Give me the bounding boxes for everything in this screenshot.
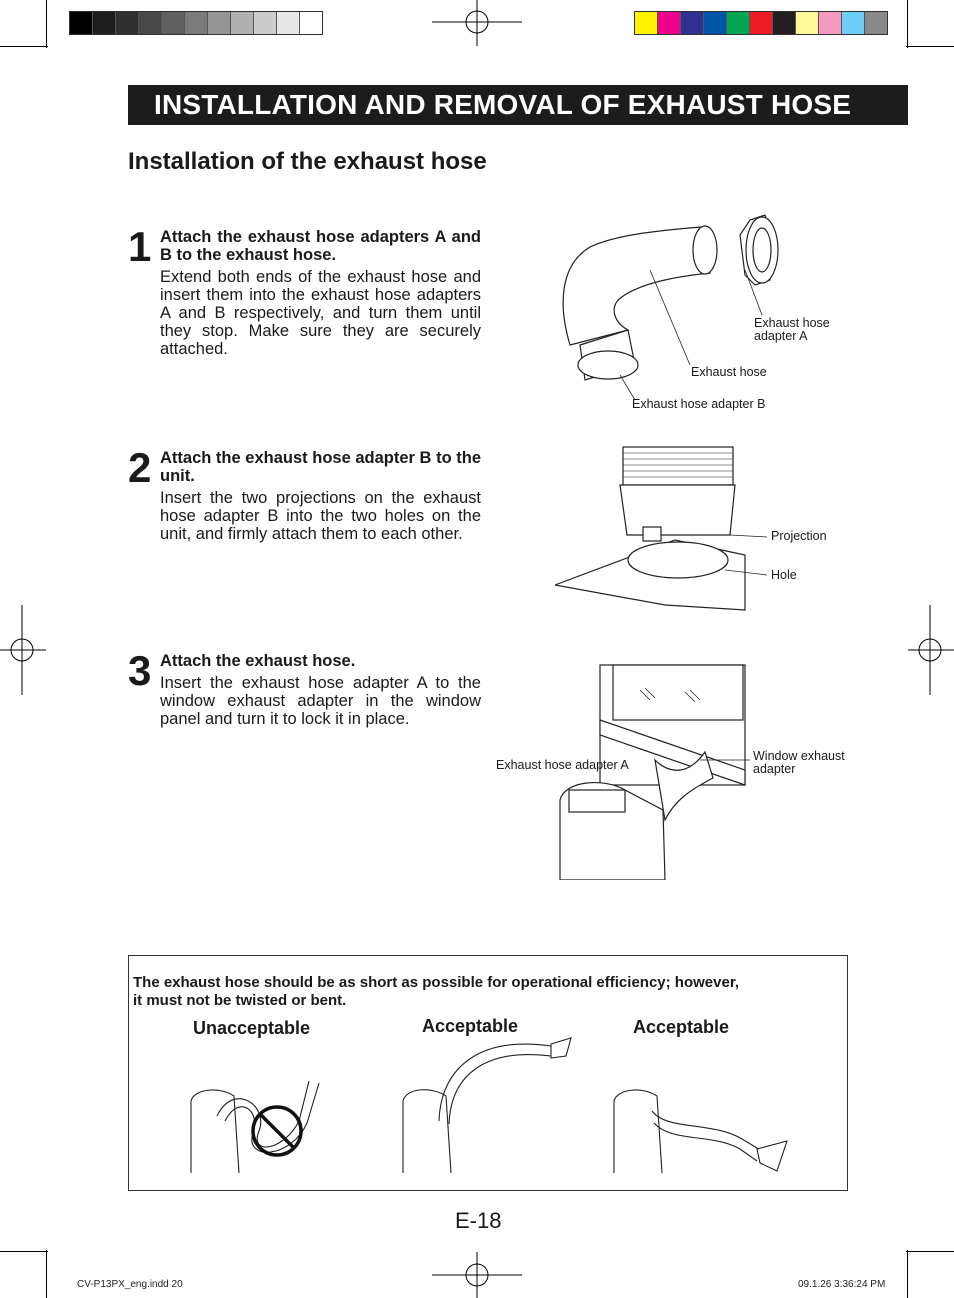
note-text: The exhaust hose should be as short as possible for operational efficiency; however, it must not be twisted or bent. [133, 974, 739, 1009]
gray-swatch [70, 12, 93, 34]
step-3-heading: Attach the exhaust hose. [160, 652, 356, 670]
process-swatch [727, 12, 750, 34]
gray-swatch [116, 12, 139, 34]
gray-swatch [139, 12, 162, 34]
process-swatch [865, 12, 887, 34]
callout-exhaust-hose: Exhaust hose [691, 365, 767, 379]
footer-filename: CV-P13PX_eng.indd 20 [77, 1279, 183, 1290]
gray-swatch [277, 12, 300, 34]
process-swatch [750, 12, 773, 34]
hose-adapters-illustration [540, 205, 800, 415]
callout-adapter-b: Exhaust hose adapter B [632, 397, 766, 411]
callout-adapter-a: Exhaust hose adapter A [754, 316, 830, 343]
gray-color-bar [69, 11, 323, 35]
unacceptable-label: Unacceptable [193, 1018, 311, 1038]
unit-attachment-illustration [555, 445, 770, 615]
step-1-number: 1 [128, 223, 152, 270]
acceptable-label-2: Acceptable [633, 1017, 730, 1037]
gray-swatch [300, 12, 322, 34]
process-swatch [819, 12, 842, 34]
gray-swatch [231, 12, 254, 34]
step-1-body: Extend both ends of the exhaust hose and insert them into the exhaust hose adapters A and B respectively, and turn them until they stop. Make sure they are securely attached. [160, 268, 481, 358]
footer-timestamp: 09.1.26 3:36:24 PM [798, 1279, 886, 1290]
process-swatch [658, 12, 681, 34]
callout-window-exhaust-adapter: Window exhaust adapter [753, 749, 845, 776]
gray-swatch [254, 12, 277, 34]
callout-window-adapter-a: Exhaust hose adapter A [496, 758, 629, 772]
process-swatch [704, 12, 727, 34]
unacceptable-hose-illustration [189, 1061, 329, 1176]
step-2-heading: Attach the exhaust hose adapter B to the unit. [160, 449, 481, 485]
process-color-bar [634, 11, 888, 35]
process-swatch [796, 12, 819, 34]
process-swatch [773, 12, 796, 34]
step-3-text [160, 652, 481, 728]
gray-swatch [162, 12, 185, 34]
step-2-number: 2 [128, 444, 152, 491]
section-title: Installation of the exhaust hose [128, 148, 487, 175]
hose-length-note-box [128, 955, 848, 1191]
callout-hole: Hole [771, 568, 797, 582]
process-swatch [635, 12, 658, 34]
step-1-text [160, 228, 481, 358]
step-1-heading: Attach the exhaust hose adapters A and B to the exhaust hose. [160, 228, 481, 264]
callout-projection: Projection [771, 529, 827, 543]
page-title: INSTALLATION AND REMOVAL OF EXHAUST HOSE [128, 85, 908, 125]
step-3-body: Insert the exhaust hose adapter A to the window exhaust adapter in the window panel and turn it to lock it in place. [160, 674, 481, 728]
gray-swatch [208, 12, 231, 34]
gray-swatch [185, 12, 208, 34]
gray-swatch [93, 12, 116, 34]
step-3-number: 3 [128, 647, 152, 694]
page-number: E-18 [455, 1208, 502, 1233]
process-swatch [842, 12, 865, 34]
acceptable-hose-illustration-2 [612, 1081, 802, 1176]
process-swatch [681, 12, 704, 34]
acceptable-hose-illustration-1 [401, 1026, 581, 1176]
step-2-text [160, 449, 481, 543]
acceptable-label-1: Acceptable [422, 1016, 519, 1036]
step-2-body: Insert the two projections on the exhaust hose adapter B into the two holes on the unit, and firmly attach them to each other. [160, 489, 481, 543]
